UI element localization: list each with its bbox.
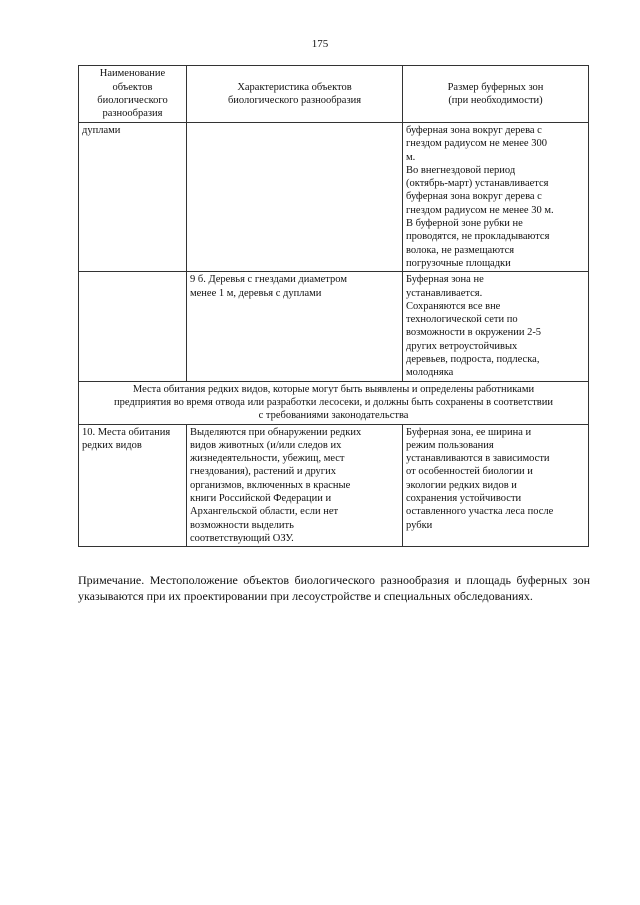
cell-text-line: (октябрь-март) устанавливается	[406, 178, 549, 190]
cell-text-line: буферная зона вокруг дерева с	[406, 125, 542, 136]
cell-text-line: проводятся, не прокладываются	[406, 231, 550, 243]
cell-text-line: экологии редких видов и	[406, 479, 517, 491]
cell-text-line: 10. Места обитания	[82, 426, 171, 438]
table-row	[79, 123, 589, 272]
cell-text-line: соответствующий ОЗУ.	[190, 532, 294, 544]
cell-text-line: рубки	[406, 519, 433, 531]
cell-text-line: погрузочные площадки	[406, 257, 511, 269]
cell-text-line: устанавливается.	[406, 287, 483, 299]
characteristic-cell	[187, 272, 403, 381]
cell-text-line: деревьев, подроста, подлеска,	[406, 354, 540, 366]
header-buffer-cell	[403, 66, 589, 123]
buffer-cell	[403, 424, 589, 547]
header-text-line: Характеристика объектов	[237, 81, 352, 93]
cell-text-line: м.	[406, 151, 416, 163]
header-text-line: Наименование	[99, 68, 166, 80]
cell-text-line: редких видов	[82, 439, 142, 451]
header-text-line: разнообразия	[102, 108, 163, 120]
cell-text-line: Архангельской области, если нет	[190, 506, 339, 518]
cell-text-line: других ветроустойчивых	[406, 340, 518, 352]
cell-text-line: 9 б. Деревья с гнездами диаметром	[190, 274, 347, 286]
buffer-cell	[403, 123, 589, 272]
header-text-line: Размер буферных зон	[447, 81, 544, 93]
table-row	[79, 424, 589, 547]
table-section-row	[79, 381, 589, 424]
cell-text-line: сохранения устойчивости	[406, 493, 522, 505]
cell-text-line: технологической сети по	[406, 314, 518, 326]
cell-text-line: жизнедеятельности, убежищ, мест	[190, 453, 345, 465]
characteristic-cell	[187, 424, 403, 547]
object-name-cell	[79, 123, 187, 272]
cell-text-line: оставленного участка леса после	[406, 506, 554, 518]
cell-text-line: Буферная зона не	[406, 274, 484, 286]
object-name-cell	[79, 272, 187, 381]
cell-text-line: видов животных (и/или следов их	[190, 439, 342, 451]
cell-text-line: В буферной зоне рубки не	[406, 218, 523, 230]
section-text-line: предприятия во время отвода или разработки лесосеки, и должны быть сохранены в соответствии	[113, 396, 553, 408]
cell-text-line: Во внегнездовой период	[406, 164, 516, 176]
table-row	[79, 272, 589, 381]
buffer-cell	[403, 272, 589, 381]
object-name-cell	[79, 424, 187, 547]
header-text-line: биологического	[97, 95, 168, 106]
cell-text-line: режим пользования	[406, 439, 494, 451]
cell-text-line: от особенностей биологии и	[406, 466, 533, 478]
cell-text-line: менее 1 м, деревья с дуплами	[190, 287, 322, 299]
cell-text-line: буферная зона вокруг дерева с	[406, 191, 542, 203]
cell-text-line: гнездования), растений и других	[190, 466, 336, 478]
cell-text-line: гнездом радиусом не менее 30 м.	[406, 204, 554, 216]
cell-text-line: Выделяются при обнаружении редких	[190, 426, 362, 438]
cell-text-line: гнездом радиусом не менее 300	[406, 138, 547, 150]
header-characteristic-cell	[187, 66, 403, 123]
header-text-line: биологического разнообразия	[227, 95, 362, 106]
footnote: Примечание. Местоположение объектов биологического разнообразия и площадь буферных зон указываются при их проектировании при лесоустройстве и специальных обследованиях.	[78, 573, 590, 603]
cell-text-line: устанавливаются в зависимости	[406, 453, 550, 465]
page-number: 175	[311, 38, 329, 50]
cell-text-line: молодняка	[406, 367, 454, 379]
section-text-line: с требованиями законодательства	[258, 410, 409, 422]
characteristic-cell	[187, 123, 403, 272]
section-heading-cell	[79, 381, 589, 424]
cell-text-line: книги Российской Федерации и	[190, 493, 332, 505]
cell-text-line: возможности в окружении 2-5	[406, 327, 542, 339]
cell-text-line: организмов, включенных в красные	[190, 479, 351, 491]
cell-text-line: дуплами	[82, 125, 121, 136]
header-text-line: объектов	[112, 81, 153, 93]
header-text-line: (при необходимости)	[448, 95, 543, 106]
cell-text-line: Буферная зона, ее ширина и	[406, 426, 532, 438]
cell-text-line: возможности выделить	[190, 519, 294, 531]
cell-text-line: Сохраняются все вне	[406, 300, 501, 312]
header-name-cell	[79, 66, 187, 123]
biodiversity-table	[78, 65, 589, 547]
cell-text-line: волока, не размещаются	[406, 244, 515, 256]
section-text-line: Места обитания редких видов, которые могут быть выявлены и определены работниками	[132, 383, 535, 395]
table-header-row	[79, 66, 589, 123]
